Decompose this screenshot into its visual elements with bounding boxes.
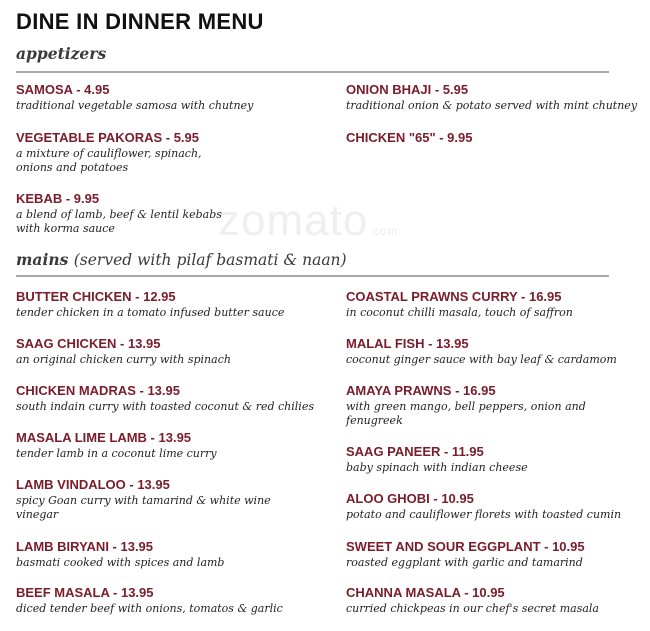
item-description: traditional onion & potato served with mint chutney	[346, 99, 638, 112]
item-description: traditional vegetable samosa with chutney	[16, 99, 254, 112]
menu-item	[16, 289, 321, 320]
item-name: LAMB BIRYANI - 13.95	[16, 539, 154, 554]
item-description: tender chicken in a tomato infused butter sauce	[16, 306, 285, 319]
item-name: SAAG CHICKEN - 13.95	[16, 336, 161, 351]
appetizers-heading: appetizers	[16, 44, 107, 63]
watermark	[218, 196, 398, 246]
section-divider	[16, 71, 609, 73]
menu-item	[346, 539, 650, 570]
item-description: south indain curry with toasted coconut & red chilies	[16, 400, 314, 413]
item-name: COASTAL PRAWNS CURRY - 16.95	[346, 289, 562, 304]
item-name: MASALA LIME LAMB - 13.95	[16, 430, 192, 445]
item-description: coconut ginger sauce with bay leaf & cardamom	[346, 353, 617, 366]
menu-item	[346, 82, 650, 113]
item-name: SWEET AND SOUR EGGPLANT - 10.95	[346, 539, 585, 554]
section-heading-appetizers	[16, 44, 106, 63]
menu-item	[346, 130, 650, 146]
item-description: a mixture of cauliflower, spinach, onions and potatoes	[16, 147, 202, 174]
menu-item	[346, 491, 650, 522]
item-name: BEEF MASALA - 13.95	[16, 585, 154, 600]
item-description: curried chickpeas in our chef's secret masala	[346, 602, 599, 615]
item-description: with green mango, bell peppers, onion and fenugreek	[346, 400, 586, 427]
menu-item	[346, 444, 650, 475]
item-description: diced tender beef with onions, tomatos & garlic	[16, 602, 283, 615]
menu-item	[16, 477, 286, 521]
menu-item	[16, 130, 236, 174]
mains-heading: mains	[16, 250, 69, 269]
item-description: baby spinach with indian cheese	[346, 461, 528, 474]
item-name: VEGETABLE PAKORAS - 5.95	[16, 130, 199, 145]
menu-item	[346, 383, 611, 427]
menu-item	[346, 336, 650, 367]
item-name: MALAL FISH - 13.95	[346, 336, 469, 351]
item-description: an original chicken curry with spinach	[16, 353, 231, 366]
item-description: potato and cauliflower florets with toasted cumin	[346, 508, 622, 521]
mains-subheading: (served with pilaf basmati & naan)	[73, 251, 347, 269]
page-title: DINE IN DINNER MENU	[16, 9, 264, 34]
menu-item	[16, 191, 236, 235]
item-name: KEBAB - 9.95	[16, 191, 100, 206]
menu-item	[16, 585, 321, 616]
item-name: SAMOSA - 4.95	[16, 82, 110, 97]
section-heading-mains	[16, 250, 347, 269]
menu-item	[346, 289, 650, 320]
item-description: tender lamb in a coconut lime curry	[16, 447, 217, 460]
item-description: in coconut chilli masala, touch of saffron	[346, 306, 573, 319]
item-name: ONION BHAJI - 5.95	[346, 82, 469, 97]
item-description: basmati cooked with spices and lamb	[16, 556, 225, 569]
item-description: roasted eggplant with garlic and tamarind	[346, 556, 583, 569]
item-name: BUTTER CHICKEN - 12.95	[16, 289, 176, 304]
item-name: LAMB VINDALOO - 13.95	[16, 477, 170, 492]
menu-item	[346, 585, 650, 616]
item-name: CHANNA MASALA - 10.95	[346, 585, 505, 600]
watermark-suffix: .com	[368, 224, 399, 238]
menu-item	[16, 430, 321, 461]
item-description: spicy Goan curry with tamarind & white wine vinegar	[16, 494, 271, 521]
item-name: CHICKEN "65" - 9.95	[346, 130, 473, 145]
item-description: a blend of lamb, beef & lentil kebabs with korma sauce	[16, 208, 222, 235]
menu-item	[16, 336, 321, 367]
item-name: AMAYA PRAWNS - 16.95	[346, 383, 496, 398]
menu-item	[16, 82, 321, 113]
item-name: CHICKEN MADRAS - 13.95	[16, 383, 180, 398]
watermark-text: zomato	[218, 196, 369, 245]
item-name: ALOO GHOBI - 10.95	[346, 491, 474, 506]
item-name: SAAG PANEER - 11.95	[346, 444, 484, 459]
menu-item	[16, 383, 321, 414]
section-divider	[16, 275, 609, 277]
menu-item	[16, 539, 321, 570]
